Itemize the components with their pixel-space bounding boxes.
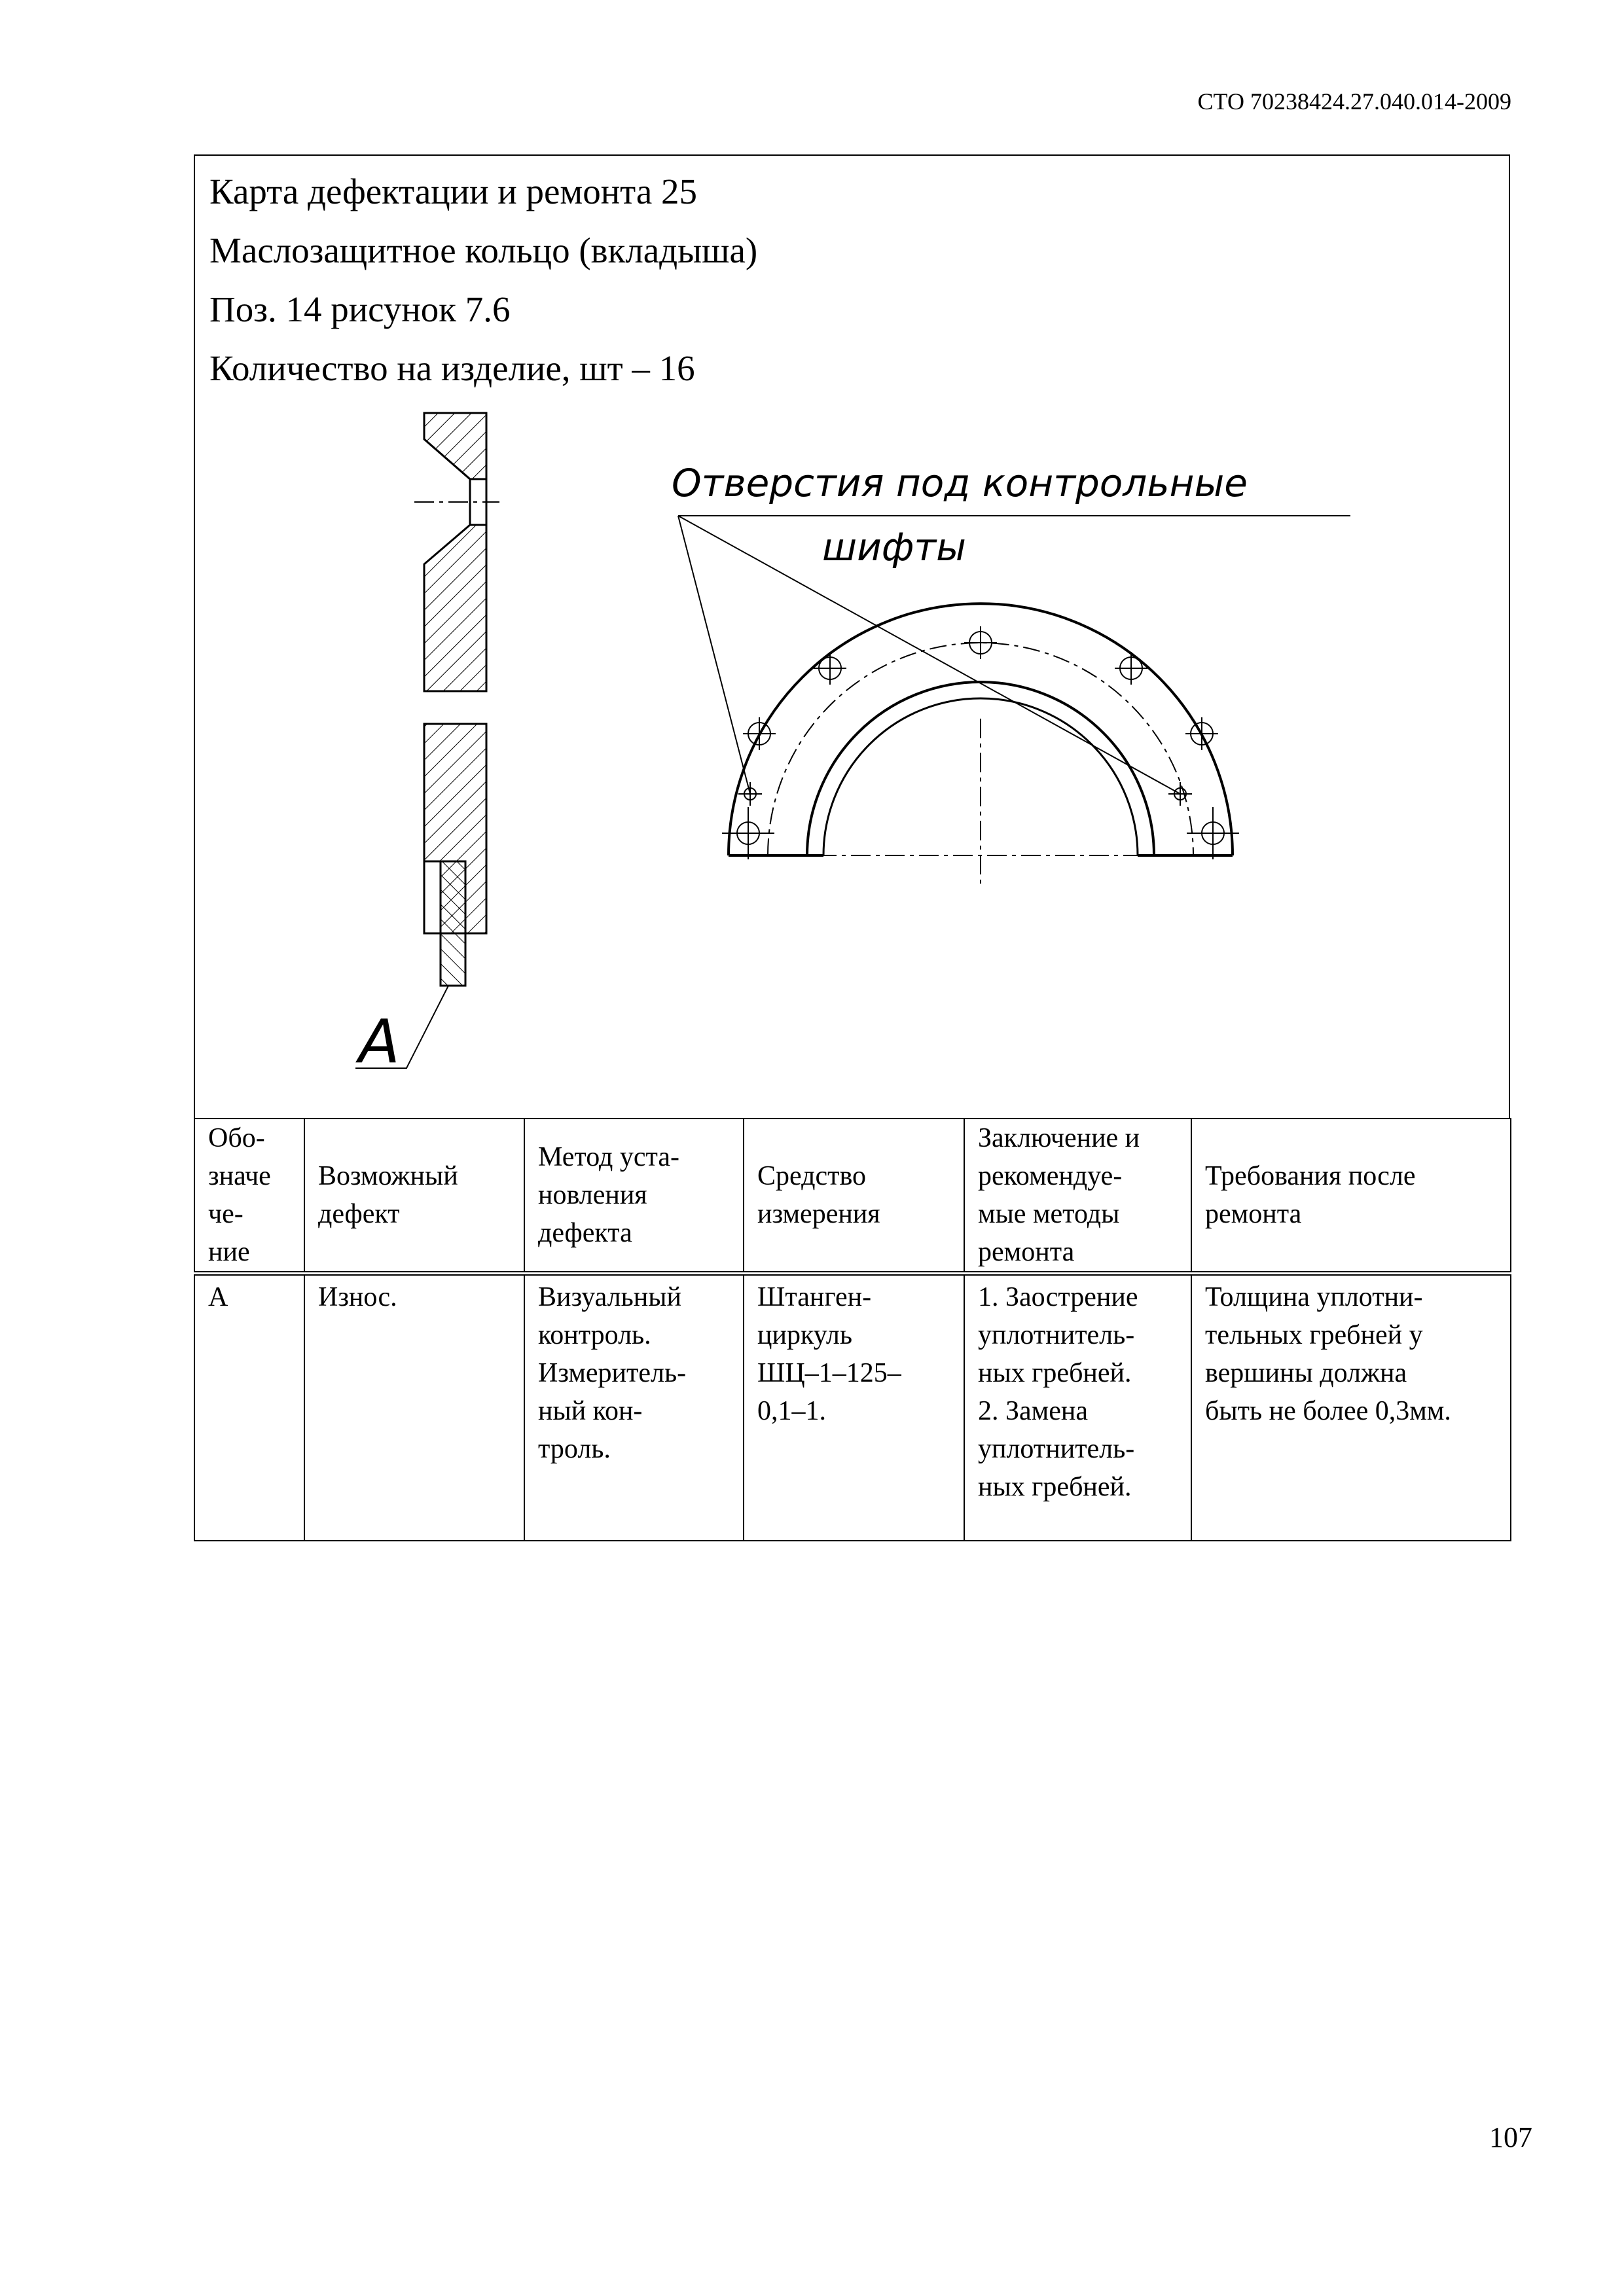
holes-label-line1: Отверстия под контрольные [672,461,1248,505]
part-name: Маслозащитное кольцо (вкладыша) [209,230,758,270]
callout-leaders [678,516,1350,794]
cell-defect: Износ. [304,1274,524,1541]
cell-requirements: Толщина уплотни- тельных гребней у вершины должна быть не более 0,3мм. [1191,1274,1511,1541]
cell-tool: Штанген- циркуль ШЦ–1–125– 0,1–1. [744,1274,964,1541]
header-measuring-tool: Средство измерения [744,1119,964,1274]
table-row [194,1274,1511,1541]
position-ref: Поз. 14 рисунок 7.6 [209,289,511,329]
table-header-row [194,1119,1511,1274]
cell-designation: А [194,1274,304,1541]
quantity: Количество на изделие, шт – 16 [209,348,695,388]
header-conclusion: Заключение и рекомендуе- мые методы ремонта [964,1119,1191,1274]
technical-drawing [195,156,1511,1121]
half-ring-view [678,516,1350,889]
repair-card-frame [194,154,1510,1119]
header-requirements: Требования после ремонта [1191,1119,1511,1274]
header-designation: Обо- значе че- ние [194,1119,304,1274]
card-title: Карта дефектации и ремонта 25 [209,171,697,211]
defect-table [194,1118,1511,1541]
header-possible-defect: Возможный дефект [304,1119,524,1274]
section-view [355,413,499,1068]
seal-insert [441,861,465,986]
document-code: СТО 70238424.27.040.014-2009 [1197,88,1511,115]
header-detection-method: Метод уста- новления дефекта [524,1119,744,1274]
lower-section [424,525,486,691]
cell-conclusion: 1. Заострение уплотнитель- ных гребней. 2. Замена уплотнитель- ных гребней. [964,1274,1191,1541]
cell-method: Визуальный контроль. Измеритель- ный кон- троль. [524,1274,744,1541]
page-number: 107 [1489,2121,1532,2153]
holes-label-line2: шифты [822,525,966,569]
zone-label-a: А [359,1007,400,1077]
